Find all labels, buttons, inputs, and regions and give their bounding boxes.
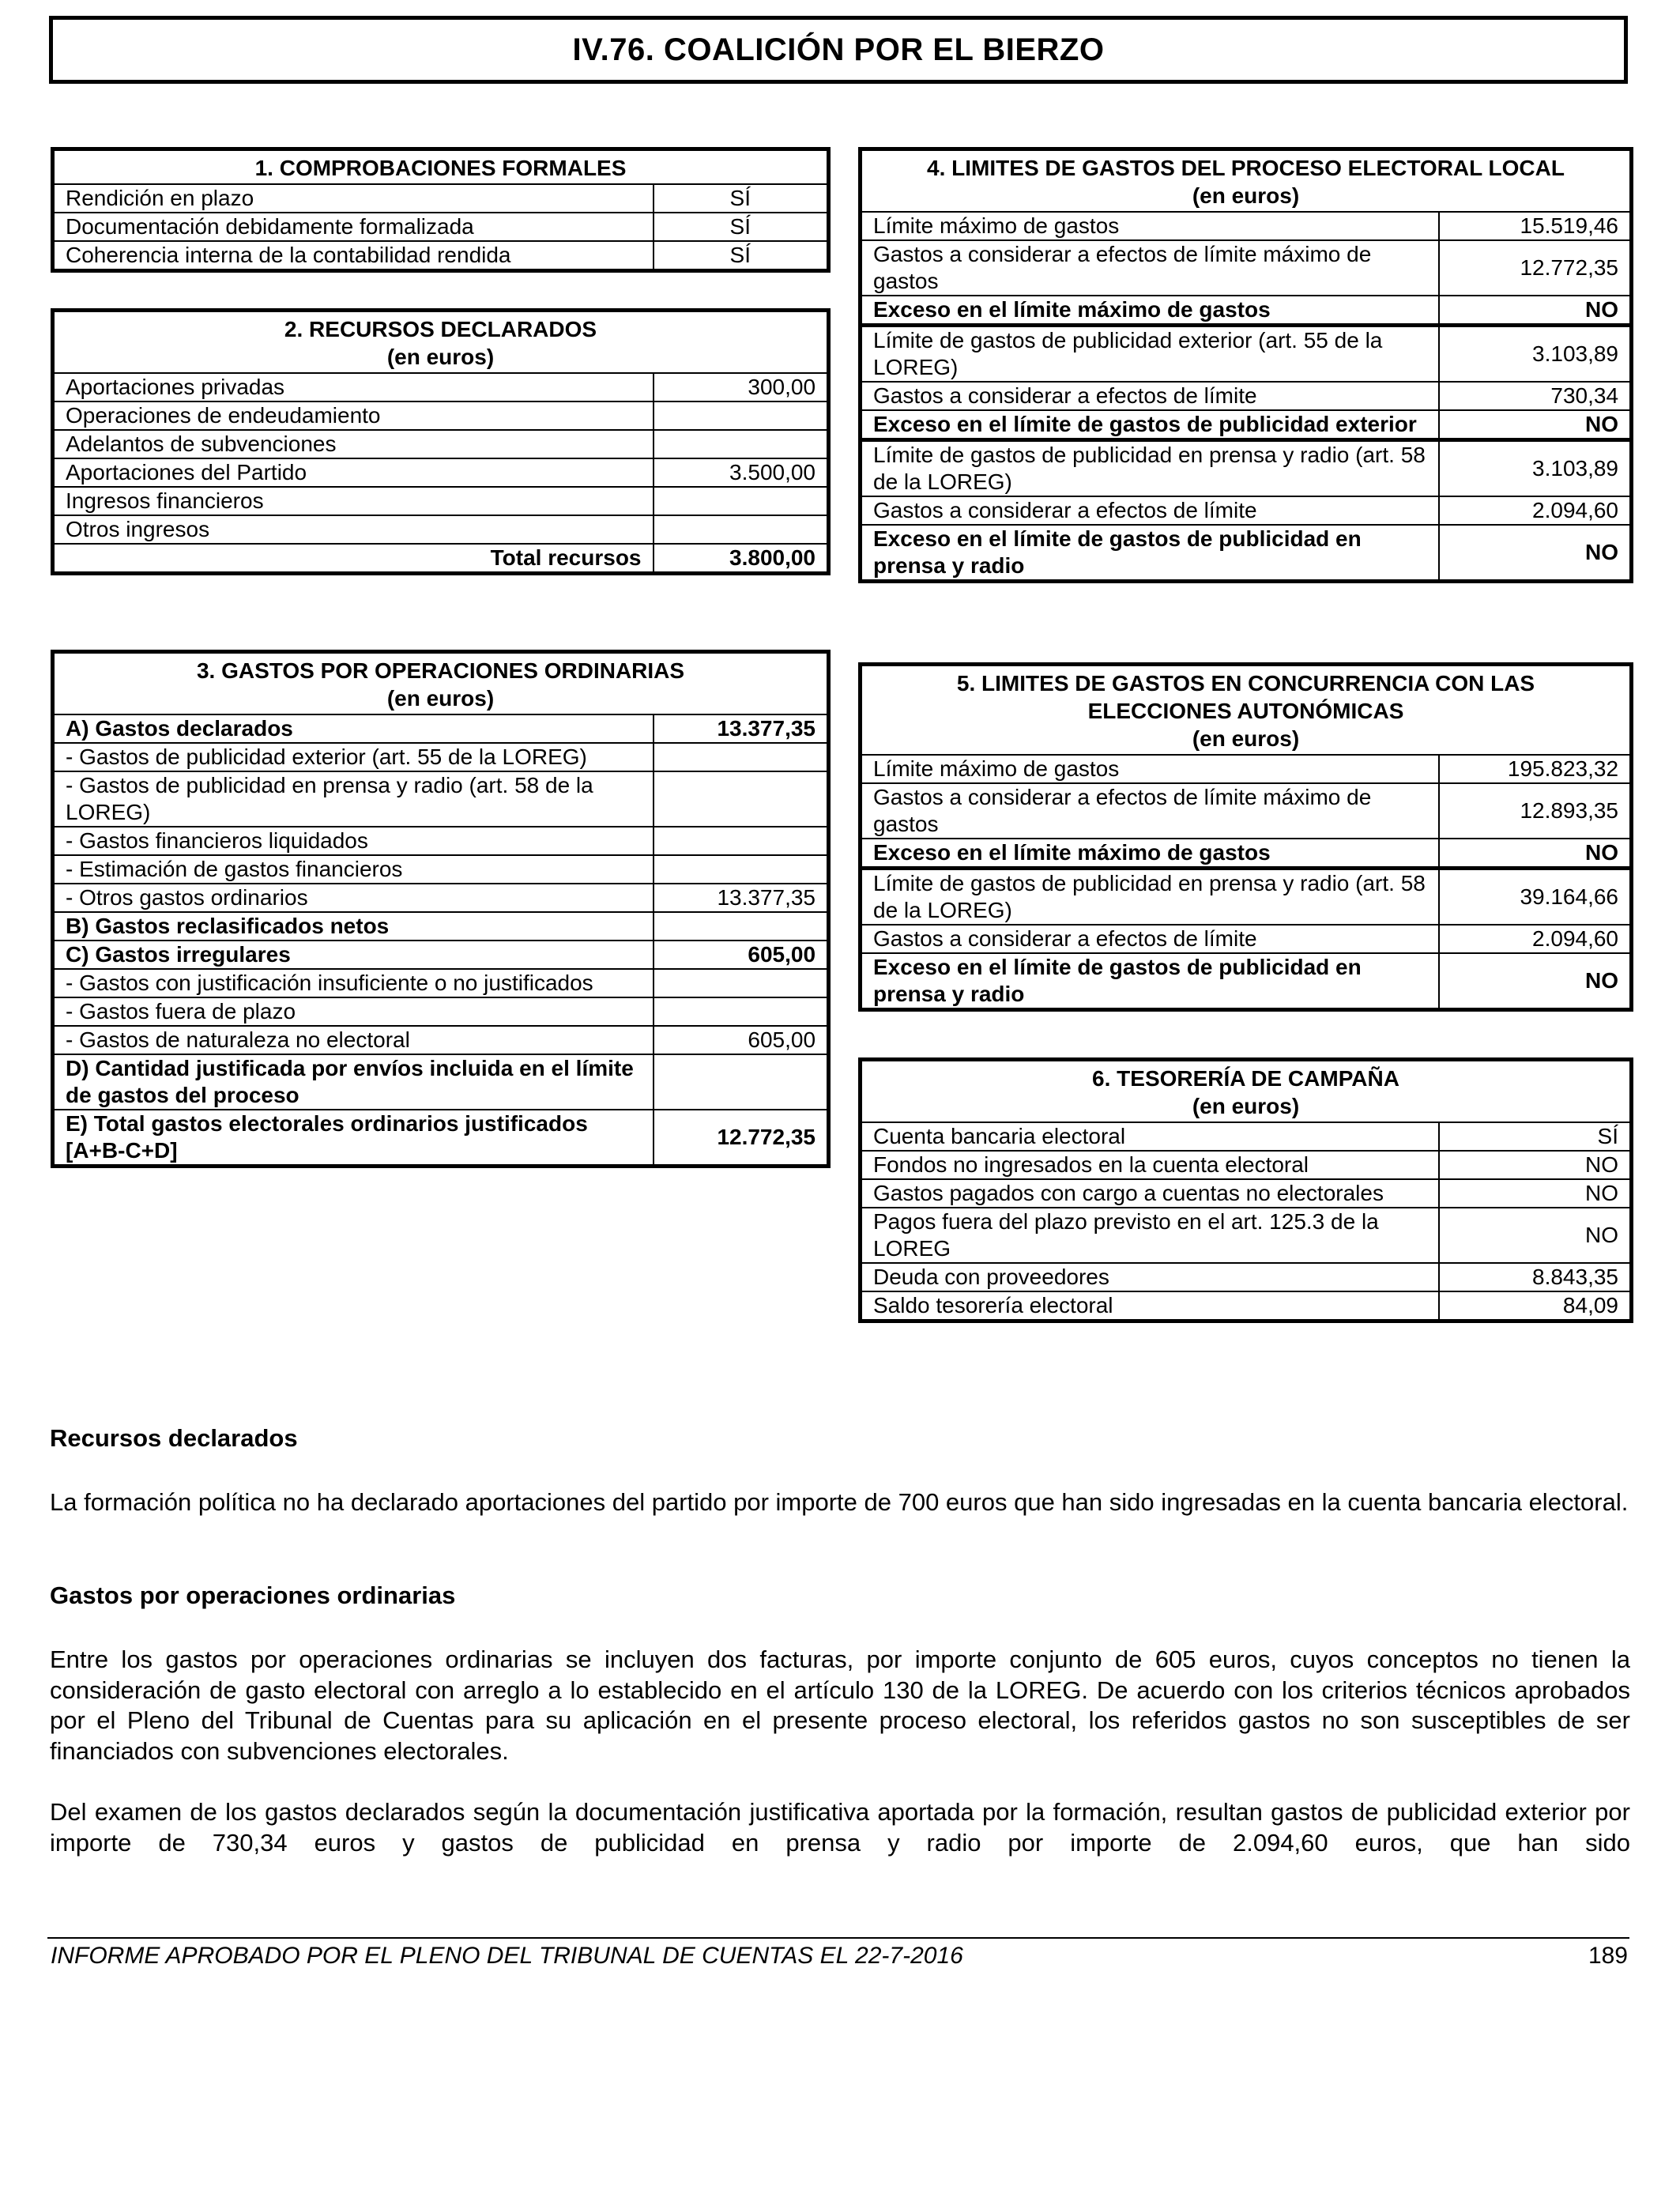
table-row: Límite máximo de gastos 195.823,32 <box>861 755 1632 783</box>
table-subtitle: (en euros) <box>386 345 495 369</box>
table-row: - Gastos fuera de plazo <box>53 997 829 1026</box>
table-row: - Gastos de publicidad en prensa y radio (art. 58 de la LOREG) <box>53 771 829 827</box>
table-title: 3. GASTOS POR OPERACIONES ORDINARIAS <box>196 658 685 683</box>
table-row: - Gastos de publicidad exterior (art. 55 de la LOREG) <box>53 743 829 771</box>
table-title: 2. RECURSOS DECLARADOS <box>284 317 597 341</box>
limites-gastos-local-table <box>858 147 1633 583</box>
table-row: Fondos no ingresados en la cuenta electoral NO <box>861 1151 1632 1179</box>
table-row: Cuenta bancaria electoral SÍ <box>861 1122 1632 1151</box>
table-title: 5. LIMITES DE GASTOS EN CONCURRENCIA CON LAS ELECCIONES AUTONÓMICAS <box>956 671 1535 723</box>
table-row: A) Gastos declarados 13.377,35 <box>53 714 829 743</box>
gastos-operaciones-ordinarias-table <box>51 650 831 1168</box>
table-row: B) Gastos reclasificados netos <box>53 912 829 941</box>
footer-text: INFORME APROBADO POR EL PLENO DEL TRIBUNAL DE CUENTAS EL 22-7-2016 <box>51 1943 963 1969</box>
table-row: Exceso en el límite de gastos de publicidad en prensa y radio NO <box>861 953 1632 1010</box>
table-row: Gastos a considerar a efectos de límite 2.094,60 <box>861 496 1632 525</box>
tesoreria-campana-table <box>858 1057 1633 1323</box>
paragraph-gastos-1: Entre los gastos por operaciones ordinarias se incluyen dos facturas, por importe conjunto de 605 euros, cuyos conceptos no tienen la consideración de gasto electoral con arreglo a lo establecido en el artículo 130 de la LOREG. De acuerdo con los criterios técnicos aprobados por el Pleno del Tribunal de Cuentas para su aplicación en el presente proceso electoral, los referidos gastos no son susceptibles de ser financiados con subvenciones electorales. <box>50 1646 1630 1765</box>
table-subtitle: (en euros) <box>1192 1094 1300 1118</box>
table-row: Adelantos de subvenciones <box>53 430 829 458</box>
table-row: Límite máximo de gastos 15.519,46 <box>861 212 1632 240</box>
table-subtitle: (en euros) <box>1192 726 1300 751</box>
table-title: 6. TESORERÍA DE CAMPAÑA <box>1092 1066 1399 1091</box>
table-row: Pagos fuera del plazo previsto en el art. 125.3 de la LOREG NO <box>861 1208 1632 1263</box>
table-title: 1. COMPROBACIONES FORMALES <box>53 149 829 185</box>
limites-gastos-concurrencia-table <box>858 662 1633 1012</box>
table-row: C) Gastos irregulares 605,00 <box>53 941 829 969</box>
table-row: Ingresos financieros <box>53 487 829 515</box>
page-title-box <box>49 16 1628 84</box>
paragraph-gastos-2: Del examen de los gastos declarados según la documentación justificativa aportada por la formación, resultan gastos de publicidad exterior por importe de 730,34 euros y gastos de publicidad en prensa y radio por importe de 2.094,60 euros, que han sido <box>50 1798 1630 1857</box>
page-title: IV.76. COALICIÓN POR EL BIERZO <box>572 32 1105 67</box>
table-row: Saldo tesorería electoral 84,09 <box>861 1291 1632 1321</box>
table-row: Gastos a considerar a efectos de límite máximo de gastos 12.893,35 <box>861 783 1632 839</box>
table-row: Exceso en el límite de gastos de publicidad en prensa y radio NO <box>861 525 1632 582</box>
table-row: Otros ingresos <box>53 515 829 544</box>
recursos-declarados-table <box>51 308 831 575</box>
paragraph-recursos: La formación política no ha declarado aportaciones del partido por importe de 700 euros que han sido ingresadas en la cuenta bancaria electoral. <box>50 1488 1629 1516</box>
total-row: Total recursos 3.800,00 <box>53 544 829 574</box>
table-row: Aportaciones del Partido 3.500,00 <box>53 458 829 487</box>
footer-divider <box>47 1937 1629 1939</box>
table-row: Exceso en el límite de gastos de publicidad exterior NO <box>861 410 1632 440</box>
table-row: Rendición en plazo SÍ <box>53 184 829 213</box>
table-row: Exceso en el límite máximo de gastos NO <box>861 296 1632 326</box>
table-row: Coherencia interna de la contabilidad rendida SÍ <box>53 241 829 271</box>
table-title: 4. LIMITES DE GASTOS DEL PROCESO ELECTORAL LOCAL <box>927 156 1565 180</box>
table-row: - Estimación de gastos financieros <box>53 855 829 884</box>
table-row: Gastos a considerar a efectos de límite 2.094,60 <box>861 925 1632 953</box>
table-row: Exceso en el límite máximo de gastos NO <box>861 839 1632 869</box>
table-row: Gastos pagados con cargo a cuentas no electorales NO <box>861 1179 1632 1208</box>
table-row: - Gastos de naturaleza no electoral 605,00 <box>53 1026 829 1054</box>
comprobaciones-formales-table <box>51 147 831 273</box>
table-row: Documentación debidamente formalizada SÍ <box>53 213 829 241</box>
table-row: Límite de gastos de publicidad en prensa y radio (art. 58 de la LOREG) 39.164,66 <box>861 869 1632 925</box>
table-subtitle: (en euros) <box>1192 183 1300 208</box>
section-title-recursos: Recursos declarados <box>50 1424 298 1452</box>
page-number: 189 <box>1588 1943 1628 1969</box>
table-row: Aportaciones privadas 300,00 <box>53 373 829 401</box>
table-subtitle: (en euros) <box>386 686 495 711</box>
table-row: Gastos a considerar a efectos de límite máximo de gastos 12.772,35 <box>861 240 1632 296</box>
table-row: - Gastos con justificación insuficiente o no justificados <box>53 969 829 997</box>
section-title-gastos: Gastos por operaciones ordinarias <box>50 1581 456 1609</box>
table-row: Límite de gastos de publicidad en prensa y radio (art. 58 de la LOREG) 3.103,89 <box>861 440 1632 497</box>
table-row: Operaciones de endeudamiento <box>53 401 829 430</box>
table-row: Gastos a considerar a efectos de límite 730,34 <box>861 382 1632 410</box>
table-row: D) Cantidad justificada por envíos incluida en el límite de gastos del proceso <box>53 1054 829 1110</box>
table-row: Deuda con proveedores 8.843,35 <box>861 1263 1632 1291</box>
table-row: - Gastos financieros liquidados <box>53 827 829 855</box>
table-row: Límite de gastos de publicidad exterior (art. 55 de la LOREG) 3.103,89 <box>861 326 1632 383</box>
table-row: E) Total gastos electorales ordinarios justificados [A+B-C+D] 12.772,35 <box>53 1110 829 1167</box>
table-row: - Otros gastos ordinarios 13.377,35 <box>53 884 829 912</box>
